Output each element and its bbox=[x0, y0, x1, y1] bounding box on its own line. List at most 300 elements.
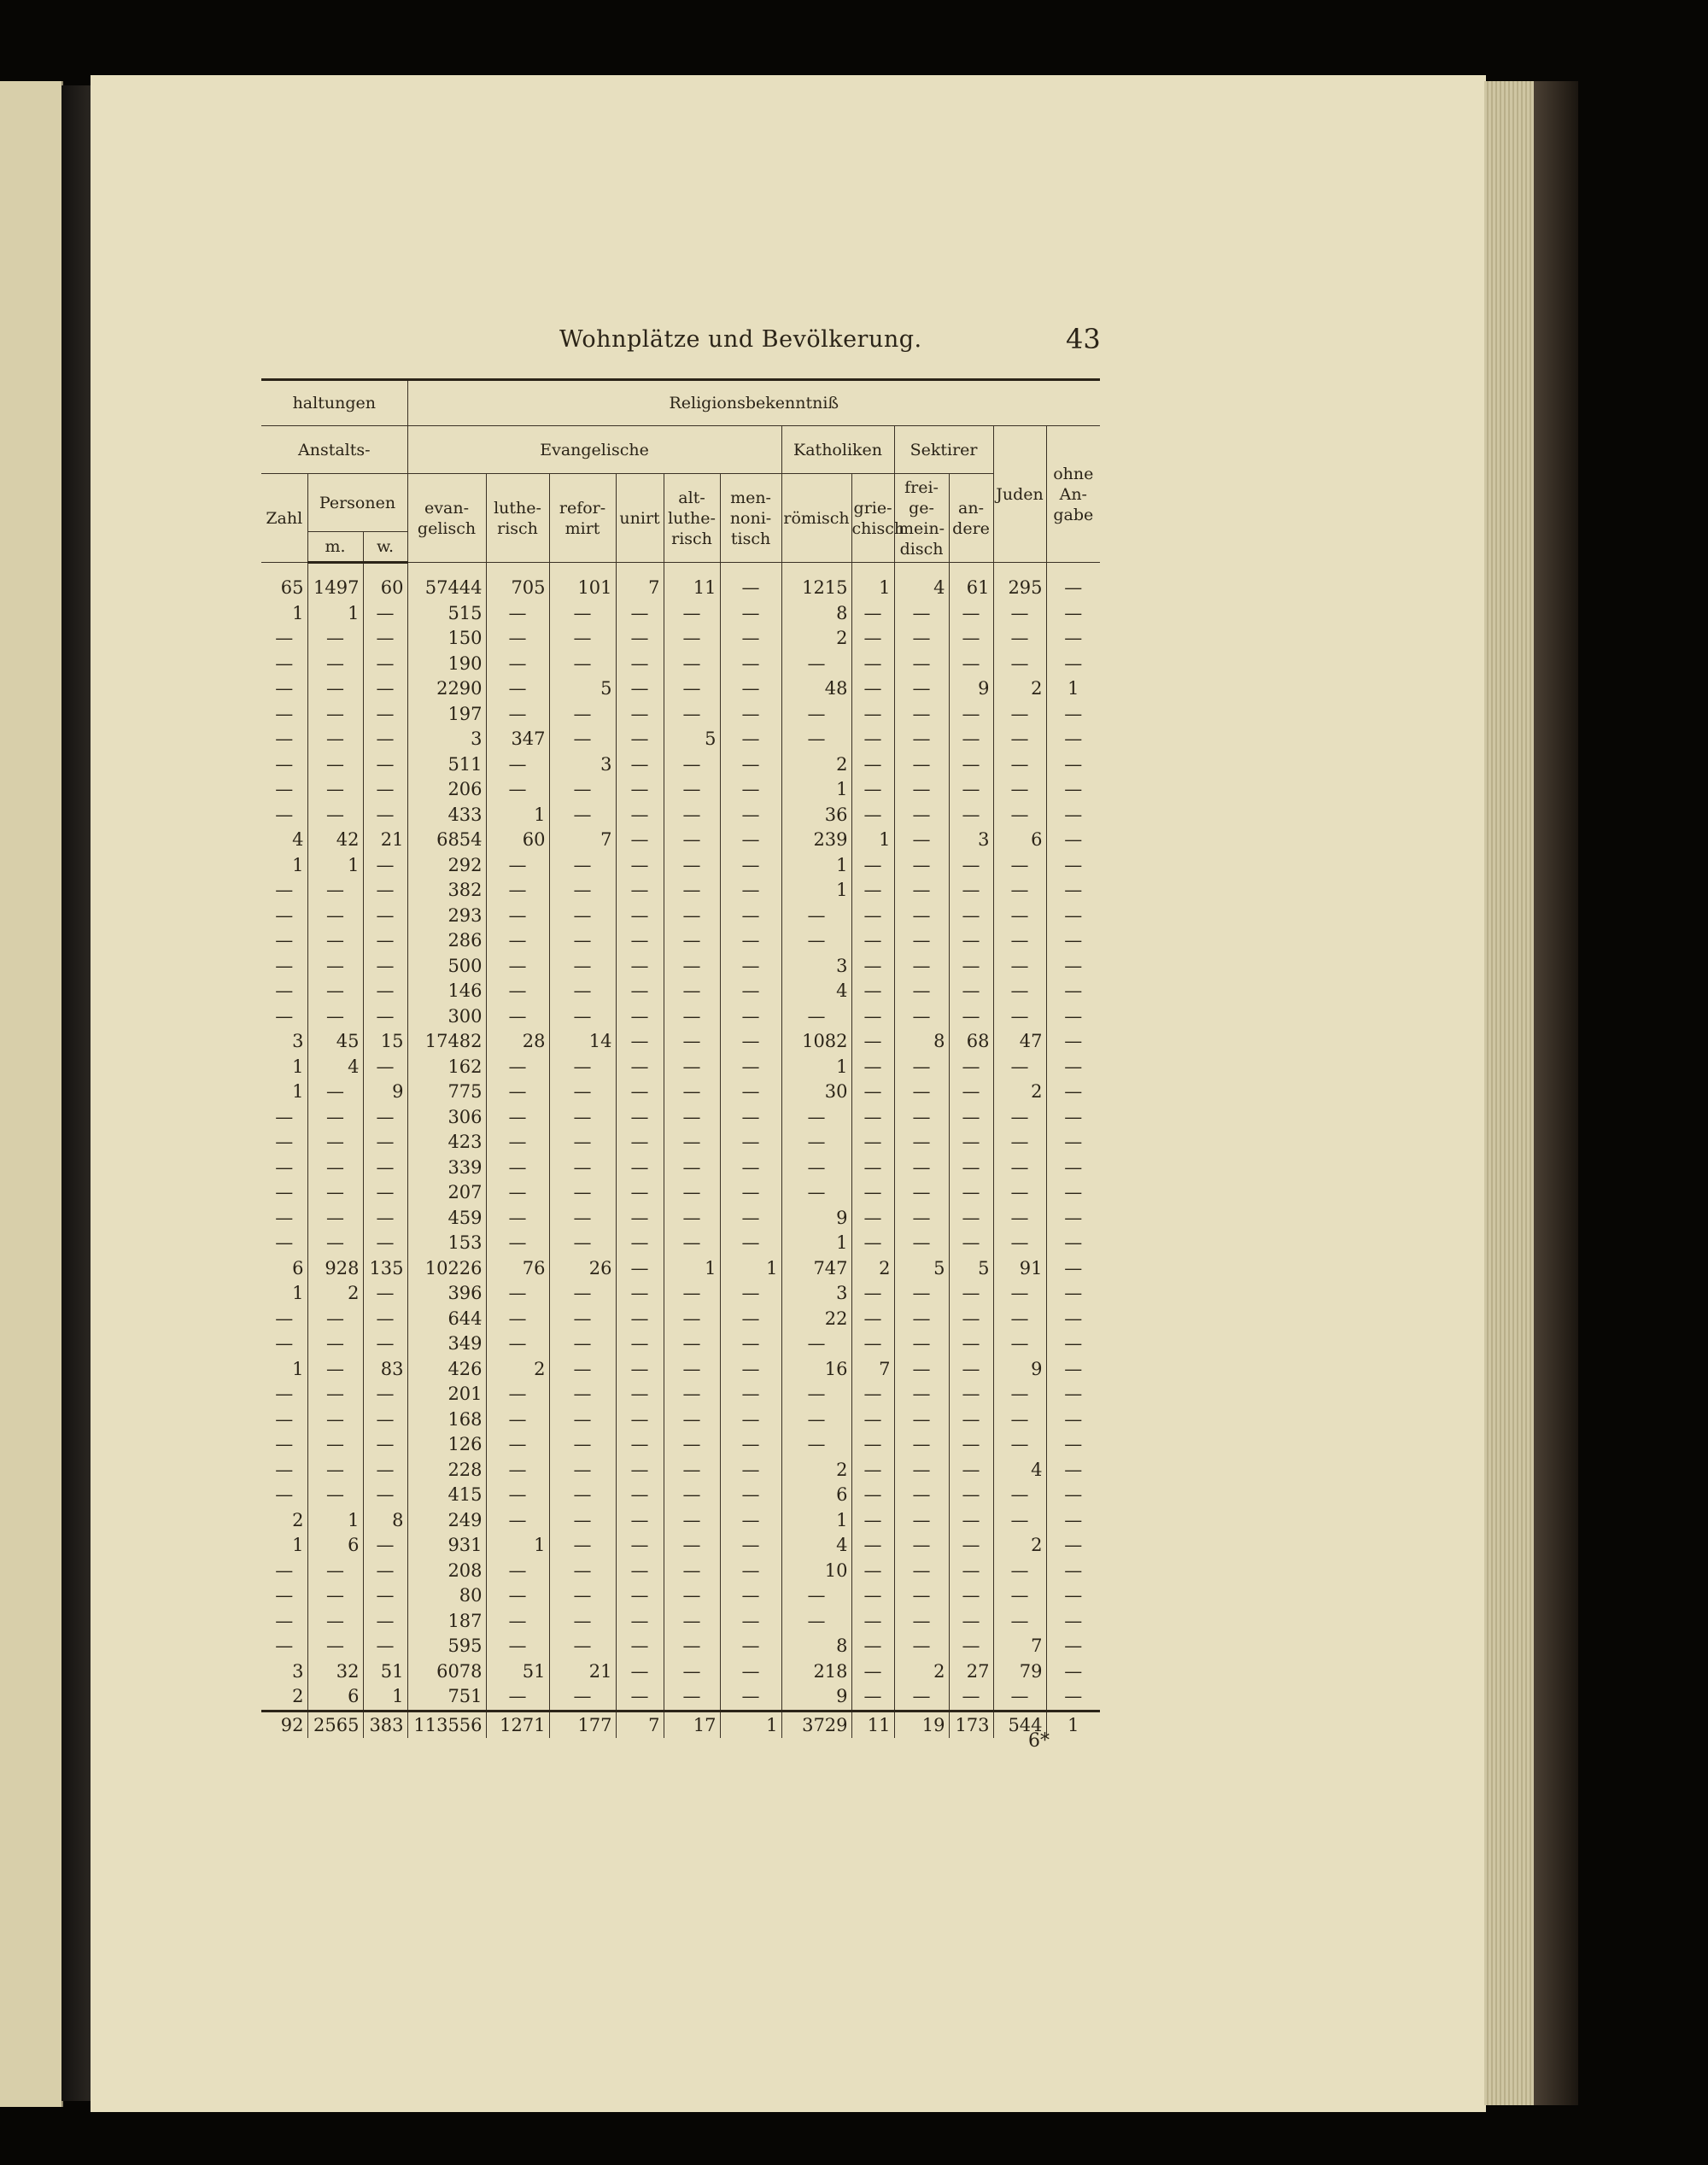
table-cell: — bbox=[851, 803, 894, 828]
table-cell: — bbox=[664, 904, 720, 929]
table-cell: — bbox=[720, 1105, 781, 1131]
table-cell: — bbox=[1064, 1686, 1083, 1706]
table-cell: — bbox=[616, 803, 664, 828]
table-cell: — bbox=[993, 803, 1046, 828]
table-cell: — bbox=[664, 626, 720, 652]
table-cell: — bbox=[1064, 1434, 1083, 1454]
table-cell: — bbox=[949, 1382, 993, 1407]
table-cell: — bbox=[851, 727, 894, 752]
header-lutherisch: luthe- risch bbox=[486, 474, 549, 563]
table-cell: 286 bbox=[407, 928, 486, 954]
table-cell: — bbox=[949, 928, 993, 954]
table-cell: — bbox=[363, 853, 407, 879]
total-cell: 383 bbox=[363, 1711, 407, 1738]
table-cell: — bbox=[851, 676, 894, 702]
table-cell: 1215 bbox=[781, 563, 851, 601]
table-cell: 79 bbox=[993, 1659, 1046, 1685]
table-cell: — bbox=[720, 979, 781, 1004]
table-cell: 206 bbox=[407, 777, 486, 803]
table-cell: — bbox=[486, 702, 549, 728]
table-cell: — bbox=[894, 727, 949, 752]
table-cell: — bbox=[894, 1004, 949, 1030]
table-cell: — bbox=[1064, 576, 1083, 598]
page-number: 43 bbox=[1066, 323, 1101, 355]
table-cell: — bbox=[486, 1231, 549, 1256]
table-cell: — bbox=[851, 1156, 894, 1181]
table-row bbox=[261, 1508, 1100, 1534]
table-cell: — bbox=[664, 1180, 720, 1206]
table-cell: — bbox=[851, 1029, 894, 1055]
table-cell: 15 bbox=[363, 1029, 407, 1055]
table-cell: — bbox=[851, 652, 894, 677]
table-cell: 1 bbox=[781, 1508, 851, 1534]
table-cell: — bbox=[851, 1634, 894, 1659]
table-cell: — bbox=[720, 1331, 781, 1357]
table-cell: — bbox=[549, 777, 616, 803]
table-cell: — bbox=[720, 601, 781, 627]
table-cell: — bbox=[664, 1307, 720, 1332]
signature-mark: 6* bbox=[1028, 1730, 1050, 1752]
table-cell: — bbox=[993, 727, 1046, 752]
table-cell: 249 bbox=[407, 1508, 486, 1534]
table-cell: — bbox=[1064, 779, 1083, 799]
statistics-table bbox=[261, 378, 1100, 1738]
table-cell: — bbox=[993, 853, 1046, 879]
table-row bbox=[261, 878, 1100, 904]
table-cell: — bbox=[1064, 1459, 1083, 1480]
table-cell: — bbox=[949, 1281, 993, 1307]
table-cell: 6078 bbox=[407, 1659, 486, 1685]
table-cell: — bbox=[851, 1684, 894, 1711]
table-cell: 22 bbox=[781, 1307, 851, 1332]
table-cell: — bbox=[549, 1634, 616, 1659]
table-cell: — bbox=[664, 1156, 720, 1181]
table-cell: — bbox=[261, 1156, 307, 1181]
table-cell: 1 bbox=[781, 1055, 851, 1080]
table-cell: — bbox=[486, 1055, 549, 1080]
table-cell: — bbox=[664, 1458, 720, 1483]
table-cell: — bbox=[993, 1331, 1046, 1357]
table-cell: 1 bbox=[1068, 678, 1079, 699]
table-cell: — bbox=[549, 1583, 616, 1609]
table-cell: — bbox=[486, 601, 549, 627]
table-cell: — bbox=[894, 1130, 949, 1156]
table-cell: — bbox=[486, 853, 549, 879]
table-cell: — bbox=[261, 1331, 307, 1357]
table-cell: — bbox=[664, 1407, 720, 1433]
table-cell: — bbox=[993, 1281, 1046, 1307]
table-cell: 293 bbox=[407, 904, 486, 929]
table-cell: — bbox=[949, 1080, 993, 1105]
table-cell: — bbox=[261, 702, 307, 728]
table-cell: — bbox=[549, 1130, 616, 1156]
table-cell: 1 bbox=[261, 1055, 307, 1080]
table-cell: — bbox=[1064, 980, 1083, 1001]
table-cell: — bbox=[720, 727, 781, 752]
table-cell: — bbox=[261, 626, 307, 652]
table-cell: 218 bbox=[781, 1659, 851, 1685]
header-mennonitisch: men- noni- tisch bbox=[720, 474, 781, 563]
table-cell: — bbox=[894, 1105, 949, 1131]
table-cell: 150 bbox=[407, 626, 486, 652]
table-cell: — bbox=[486, 1307, 549, 1332]
table-cell: — bbox=[486, 1080, 549, 1105]
table-cell: — bbox=[949, 1156, 993, 1181]
table-cell: — bbox=[363, 1458, 407, 1483]
table-cell: — bbox=[851, 1281, 894, 1307]
table-cell: — bbox=[616, 702, 664, 728]
table-cell: — bbox=[261, 1130, 307, 1156]
table-cell: — bbox=[363, 954, 407, 980]
table-cell: — bbox=[363, 1483, 407, 1508]
table-cell: — bbox=[486, 1180, 549, 1206]
table-cell: — bbox=[616, 878, 664, 904]
table-cell: 80 bbox=[407, 1583, 486, 1609]
table-cell: 5 bbox=[949, 1256, 993, 1282]
table-cell: — bbox=[894, 777, 949, 803]
table-cell: — bbox=[1064, 1635, 1083, 1656]
table-cell: — bbox=[486, 1609, 549, 1635]
table-cell: — bbox=[261, 1559, 307, 1584]
table-cell: 83 bbox=[363, 1357, 407, 1383]
header-m: m. bbox=[307, 532, 363, 563]
table-cell: — bbox=[993, 1583, 1046, 1609]
table-cell: — bbox=[993, 702, 1046, 728]
table-cell: — bbox=[851, 702, 894, 728]
table-cell: — bbox=[307, 777, 363, 803]
table-cell: — bbox=[307, 1458, 363, 1483]
table-cell: — bbox=[363, 1583, 407, 1609]
table-cell: — bbox=[894, 1407, 949, 1433]
table-cell: 8 bbox=[781, 1634, 851, 1659]
table-cell: — bbox=[894, 1483, 949, 1508]
table-cell: 10226 bbox=[407, 1256, 486, 1282]
table-row bbox=[261, 1307, 1100, 1332]
table-cell: 168 bbox=[407, 1407, 486, 1433]
table-cell: — bbox=[993, 1307, 1046, 1332]
table-cell: — bbox=[664, 1634, 720, 1659]
table-cell: — bbox=[894, 1307, 949, 1332]
table-cell: — bbox=[720, 1357, 781, 1383]
table-cell: 1 bbox=[851, 828, 894, 853]
table-cell: 751 bbox=[407, 1684, 486, 1711]
table-cell: — bbox=[993, 1432, 1046, 1458]
table-cell: — bbox=[993, 1004, 1046, 1030]
table-footer bbox=[261, 1711, 1100, 1738]
table-cell: — bbox=[949, 1130, 993, 1156]
table-cell: — bbox=[993, 1180, 1046, 1206]
table-cell: — bbox=[307, 803, 363, 828]
table-cell: — bbox=[949, 1609, 993, 1635]
table-cell: — bbox=[261, 1483, 307, 1508]
table-cell: 1 bbox=[307, 1508, 363, 1534]
table-cell: — bbox=[1064, 1031, 1083, 1051]
table-cell: — bbox=[486, 928, 549, 954]
table-cell: 500 bbox=[407, 954, 486, 980]
table-cell: — bbox=[486, 752, 549, 778]
table-cell: — bbox=[616, 1281, 664, 1307]
table-cell: — bbox=[1064, 854, 1083, 875]
table-cell: — bbox=[993, 954, 1046, 980]
table-cell: — bbox=[1064, 955, 1083, 976]
table-cell: — bbox=[549, 1609, 616, 1635]
table-row bbox=[261, 777, 1100, 803]
table-cell: — bbox=[720, 1281, 781, 1307]
table-cell: 2 bbox=[486, 1357, 549, 1383]
total-cell: 1 bbox=[720, 1711, 781, 1738]
table-cell: — bbox=[1064, 1559, 1083, 1581]
table-cell: — bbox=[664, 1281, 720, 1307]
table-cell: — bbox=[1064, 1535, 1083, 1555]
table-cell: 1 bbox=[307, 601, 363, 627]
table-row bbox=[261, 904, 1100, 929]
table-cell: 201 bbox=[407, 1382, 486, 1407]
table-cell: — bbox=[363, 1432, 407, 1458]
table-row bbox=[261, 1684, 1100, 1711]
table-cell: — bbox=[851, 626, 894, 652]
table-cell: 21 bbox=[549, 1659, 616, 1685]
table-row bbox=[261, 1458, 1100, 1483]
table-cell: — bbox=[664, 1055, 720, 1080]
table-cell: — bbox=[781, 702, 851, 728]
table-cell: — bbox=[616, 1357, 664, 1383]
table-cell: 2290 bbox=[407, 676, 486, 702]
total-cell: 177 bbox=[549, 1711, 616, 1738]
total-cell: 1271 bbox=[486, 1711, 549, 1738]
table-cell: — bbox=[894, 853, 949, 879]
table-cell: 2 bbox=[781, 752, 851, 778]
table-cell: — bbox=[949, 1432, 993, 1458]
header-anstalts: Anstalts- bbox=[261, 426, 407, 474]
table-cell: — bbox=[363, 1559, 407, 1584]
table-cell: — bbox=[616, 1533, 664, 1559]
table-cell: — bbox=[363, 601, 407, 627]
table-cell: — bbox=[851, 928, 894, 954]
table-cell: — bbox=[261, 1382, 307, 1407]
table-cell: — bbox=[720, 1559, 781, 1584]
table-cell: — bbox=[261, 676, 307, 702]
header-roemisch: römisch bbox=[781, 474, 851, 563]
table-cell: 9 bbox=[363, 1080, 407, 1105]
table-cell: — bbox=[949, 1458, 993, 1483]
table-cell: — bbox=[363, 1180, 407, 1206]
table-cell: — bbox=[664, 828, 720, 853]
table-cell: — bbox=[307, 1156, 363, 1181]
table-cell: — bbox=[851, 1533, 894, 1559]
table-cell: 339 bbox=[407, 1156, 486, 1181]
table-row bbox=[261, 1533, 1100, 1559]
table-cell: 1 bbox=[261, 853, 307, 879]
table-cell: — bbox=[1064, 602, 1083, 623]
table-cell: — bbox=[720, 1307, 781, 1332]
table-cell: 27 bbox=[949, 1659, 993, 1685]
table-cell: — bbox=[1064, 1132, 1083, 1152]
table-cell: — bbox=[307, 727, 363, 752]
table-cell: — bbox=[1064, 728, 1083, 749]
table-cell: 1 bbox=[363, 1684, 407, 1711]
table-cell: — bbox=[851, 1130, 894, 1156]
table-cell: 30 bbox=[781, 1080, 851, 1105]
table-cell: — bbox=[894, 752, 949, 778]
table-cell: — bbox=[664, 1533, 720, 1559]
table-cell: — bbox=[1064, 904, 1083, 926]
table-cell: — bbox=[949, 752, 993, 778]
table-row bbox=[261, 803, 1100, 828]
table-cell: — bbox=[486, 1331, 549, 1357]
table-cell: — bbox=[363, 878, 407, 904]
table-cell: — bbox=[949, 1055, 993, 1080]
table-row bbox=[261, 1180, 1100, 1206]
table-cell: — bbox=[616, 1055, 664, 1080]
table-cell: — bbox=[781, 1180, 851, 1206]
table-cell: 1 bbox=[781, 1231, 851, 1256]
table-cell: — bbox=[307, 979, 363, 1004]
table-cell: — bbox=[616, 1458, 664, 1483]
table-cell: — bbox=[616, 928, 664, 954]
table-cell: — bbox=[894, 904, 949, 929]
table-cell: — bbox=[894, 626, 949, 652]
table-cell: — bbox=[894, 1080, 949, 1105]
table-cell: — bbox=[720, 1180, 781, 1206]
table-cell: — bbox=[549, 1559, 616, 1584]
table-cell: — bbox=[664, 1483, 720, 1508]
table-cell: — bbox=[616, 1609, 664, 1635]
table-cell: — bbox=[1064, 1610, 1083, 1631]
table-cell: — bbox=[851, 1055, 894, 1080]
table-cell: 45 bbox=[307, 1029, 363, 1055]
table-cell: — bbox=[363, 1609, 407, 1635]
table-cell: 300 bbox=[407, 1004, 486, 1030]
table-cell: — bbox=[851, 954, 894, 980]
table-cell: 5 bbox=[664, 727, 720, 752]
table-cell: 2 bbox=[261, 1508, 307, 1534]
table-cell: — bbox=[949, 1105, 993, 1131]
header-juden: Juden bbox=[993, 426, 1046, 563]
table-cell: 8 bbox=[894, 1029, 949, 1055]
table-cell: — bbox=[486, 878, 549, 904]
table-cell: 2 bbox=[993, 1080, 1046, 1105]
table-cell: — bbox=[894, 1559, 949, 1584]
table-cell: — bbox=[616, 1307, 664, 1332]
table-cell: 9 bbox=[949, 676, 993, 702]
table-cell: — bbox=[307, 1583, 363, 1609]
total-cell: 11 bbox=[851, 1711, 894, 1738]
table-cell: — bbox=[261, 777, 307, 803]
table-cell: — bbox=[664, 1029, 720, 1055]
header-haltungen: haltungen bbox=[261, 380, 407, 426]
table-cell: — bbox=[851, 1231, 894, 1256]
table-cell: — bbox=[664, 1080, 720, 1105]
table-cell: — bbox=[363, 652, 407, 677]
table-cell: 433 bbox=[407, 803, 486, 828]
table-cell: — bbox=[720, 828, 781, 853]
table-cell: — bbox=[949, 1004, 993, 1030]
table-cell: — bbox=[307, 752, 363, 778]
table-cell: — bbox=[894, 878, 949, 904]
table-cell: 295 bbox=[993, 563, 1046, 601]
table-cell: — bbox=[307, 1407, 363, 1433]
table-row bbox=[261, 1105, 1100, 1131]
table-cell: — bbox=[781, 904, 851, 929]
table-cell: — bbox=[894, 1508, 949, 1534]
table-cell: — bbox=[549, 1407, 616, 1433]
table-cell: — bbox=[486, 1156, 549, 1181]
table-row bbox=[261, 1331, 1100, 1357]
table-cell: — bbox=[307, 1357, 363, 1383]
table-cell: — bbox=[720, 676, 781, 702]
table-cell: 135 bbox=[363, 1256, 407, 1282]
table-cell: — bbox=[261, 652, 307, 677]
header-altlutherisch: alt- luthe- risch bbox=[664, 474, 720, 563]
header-unirt: unirt bbox=[616, 474, 664, 563]
table-cell: 36 bbox=[781, 803, 851, 828]
table-cell: — bbox=[616, 904, 664, 929]
table-cell: 1497 bbox=[307, 563, 363, 601]
table-cell: 5 bbox=[549, 676, 616, 702]
table-cell: — bbox=[664, 1331, 720, 1357]
table-cell: 4 bbox=[781, 979, 851, 1004]
table-row bbox=[261, 853, 1100, 879]
header-griechisch: grie- chisch bbox=[851, 474, 894, 563]
table-cell: — bbox=[720, 1634, 781, 1659]
table-cell: — bbox=[720, 1206, 781, 1232]
table-cell: 16 bbox=[781, 1357, 851, 1383]
table-cell: — bbox=[261, 904, 307, 929]
table-cell: — bbox=[664, 803, 720, 828]
table-row bbox=[261, 1281, 1100, 1307]
table-cell: 4 bbox=[781, 1533, 851, 1559]
table-cell: — bbox=[894, 1609, 949, 1635]
table-cell: — bbox=[664, 853, 720, 879]
table-cell: — bbox=[549, 1684, 616, 1711]
table-cell: 9 bbox=[781, 1684, 851, 1711]
table-row bbox=[261, 1357, 1100, 1383]
table-cell: 3 bbox=[781, 954, 851, 980]
table-cell: — bbox=[616, 1407, 664, 1433]
header-zahl: Zahl bbox=[261, 474, 307, 563]
table-cell: — bbox=[616, 1231, 664, 1256]
table-cell: — bbox=[307, 652, 363, 677]
table-cell: 1 bbox=[261, 1080, 307, 1105]
table-cell: — bbox=[894, 1458, 949, 1483]
table-cell: — bbox=[261, 1004, 307, 1030]
table-cell: — bbox=[616, 1256, 664, 1282]
table-cell: — bbox=[851, 1458, 894, 1483]
header-andere: an- dere bbox=[949, 474, 993, 563]
table-cell: — bbox=[616, 601, 664, 627]
table-cell: — bbox=[486, 1382, 549, 1407]
table-cell: — bbox=[486, 676, 549, 702]
table-cell: 3 bbox=[261, 1029, 307, 1055]
table-cell: — bbox=[486, 1407, 549, 1433]
table-cell: — bbox=[993, 1508, 1046, 1534]
book-cover-edge bbox=[1534, 81, 1578, 2105]
table-cell: 228 bbox=[407, 1458, 486, 1483]
table-cell: 306 bbox=[407, 1105, 486, 1131]
table-cell: — bbox=[616, 1432, 664, 1458]
table-cell: — bbox=[894, 1156, 949, 1181]
table-cell: — bbox=[549, 1533, 616, 1559]
table-cell: — bbox=[616, 1004, 664, 1030]
table-cell: — bbox=[616, 1382, 664, 1407]
table-cell: 6 bbox=[307, 1684, 363, 1711]
table-cell: 48 bbox=[781, 676, 851, 702]
table-cell: — bbox=[1064, 1156, 1083, 1178]
table-row bbox=[261, 626, 1100, 652]
table-row bbox=[261, 1055, 1100, 1080]
table-cell: 1 bbox=[781, 777, 851, 803]
table-cell: — bbox=[363, 752, 407, 778]
